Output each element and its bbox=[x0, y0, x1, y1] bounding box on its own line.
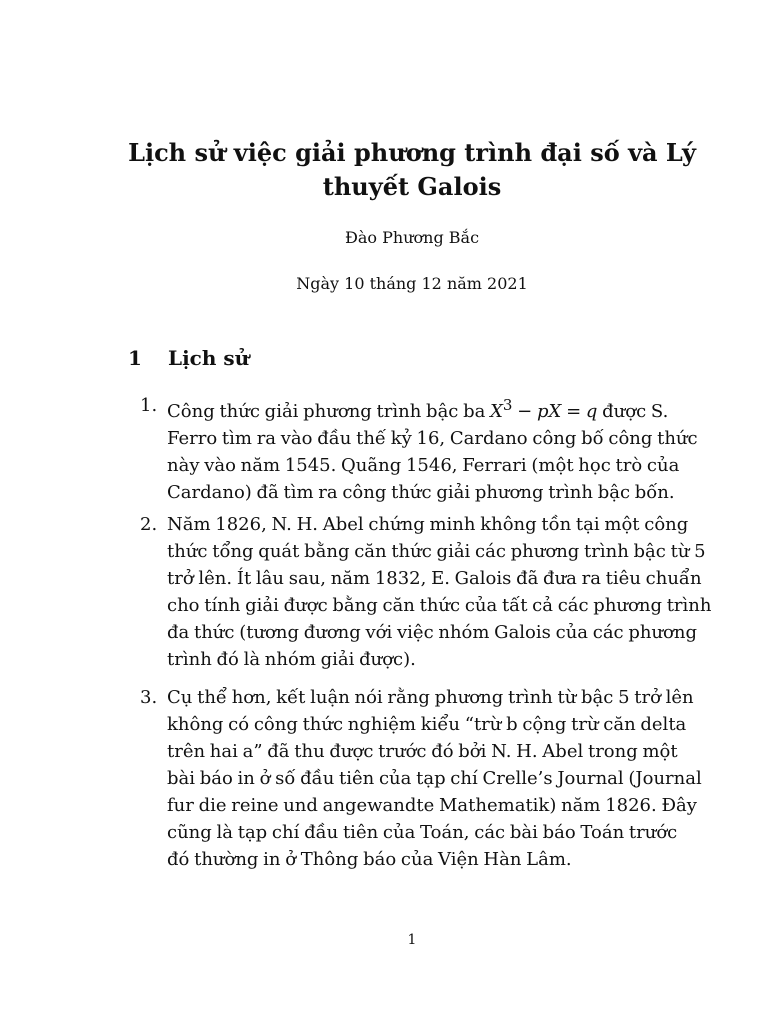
list-item-text bbox=[167, 392, 712, 506]
list-item-line bbox=[167, 392, 712, 425]
list-item-text bbox=[167, 511, 712, 673]
line-text: Công thức giải phương trình bậc ba bbox=[167, 401, 491, 422]
list-item-line: fur die reine und angewandte Mathematik) năm 1826. Đây bbox=[167, 795, 697, 816]
list-item-line: bài báo in ở số đầu tiên của tạp chí Crelle’s Journal (Journal bbox=[167, 768, 702, 789]
list-item-line: cũng là tạp chí đầu tiên của Toán, các bài báo Toán trước bbox=[167, 822, 678, 843]
section-title: Lịch sử bbox=[168, 346, 250, 370]
list-item-line: Ferro tìm ra vào đầu thế kỷ 16, Cardano công bố công thức bbox=[167, 428, 698, 449]
cubic-equation bbox=[490, 396, 598, 422]
list-item-line: trình đó là nhóm giải được). bbox=[167, 649, 416, 670]
list-item-line: trở lên. Ít lâu sau, năm 1832, E. Galois đã đưa ra tiêu chuẩn bbox=[167, 568, 702, 589]
page-number: 1 bbox=[407, 932, 417, 948]
title-line-1: Lịch sử việc giải phương trình đại số và Lý bbox=[128, 138, 696, 167]
list-item-line: Cụ thể hơn, kết luận nói rằng phương trình từ bậc 5 trở lên bbox=[167, 687, 694, 708]
section-heading bbox=[128, 343, 249, 373]
list-item-line: trên hai a” đã thu được trước đó bởi N. H. Abel trong một bbox=[167, 741, 678, 762]
document-title bbox=[100, 136, 724, 204]
math-variable: X bbox=[548, 401, 562, 422]
list-item-text bbox=[167, 684, 712, 873]
author-name: Đào Phương Bắc bbox=[344, 228, 480, 247]
list-item-line: thức tổng quát bằng căn thức giải các phương trình bậc từ 5 bbox=[167, 541, 706, 562]
list-item-line: đa thức (tương đương với việc nhóm Galois của các phương bbox=[167, 622, 698, 643]
list-item-marker: 1. bbox=[140, 395, 158, 416]
title-line-2: thuyết Galois bbox=[322, 172, 502, 201]
math-operator: − bbox=[512, 401, 537, 422]
list-item-marker: 2. bbox=[140, 514, 158, 535]
list-item-line: không có công thức nghiệm kiểu “trừ b cộng trừ căn delta bbox=[167, 714, 687, 735]
math-operator: = bbox=[561, 401, 586, 422]
document-date: Ngày 10 tháng 12 năm 2021 bbox=[296, 274, 528, 293]
math-variable: p bbox=[536, 401, 549, 422]
math-variable: X bbox=[490, 401, 503, 422]
list-item-line: đó thường in ở Thông báo của Viện Hàn Lâm. bbox=[167, 849, 572, 870]
list-item-line: này vào năm 1545. Quãng 1546, Ferrari (một học trò của bbox=[167, 455, 680, 476]
section-number: 1 bbox=[128, 346, 142, 370]
list-item-line: Năm 1826, N. H. Abel chứng minh không tồn tại một công bbox=[167, 514, 689, 535]
line-text: được S. bbox=[597, 401, 669, 422]
list-item-line: cho tính giải được bằng căn thức của tất cả các phương trình bbox=[167, 595, 712, 616]
math-variable: q bbox=[585, 401, 598, 422]
list-item-line: Cardano) đã tìm ra công thức giải phương trình bậc bốn. bbox=[167, 482, 675, 503]
math-exponent: 3 bbox=[502, 396, 513, 414]
list-item-marker: 3. bbox=[140, 687, 158, 708]
